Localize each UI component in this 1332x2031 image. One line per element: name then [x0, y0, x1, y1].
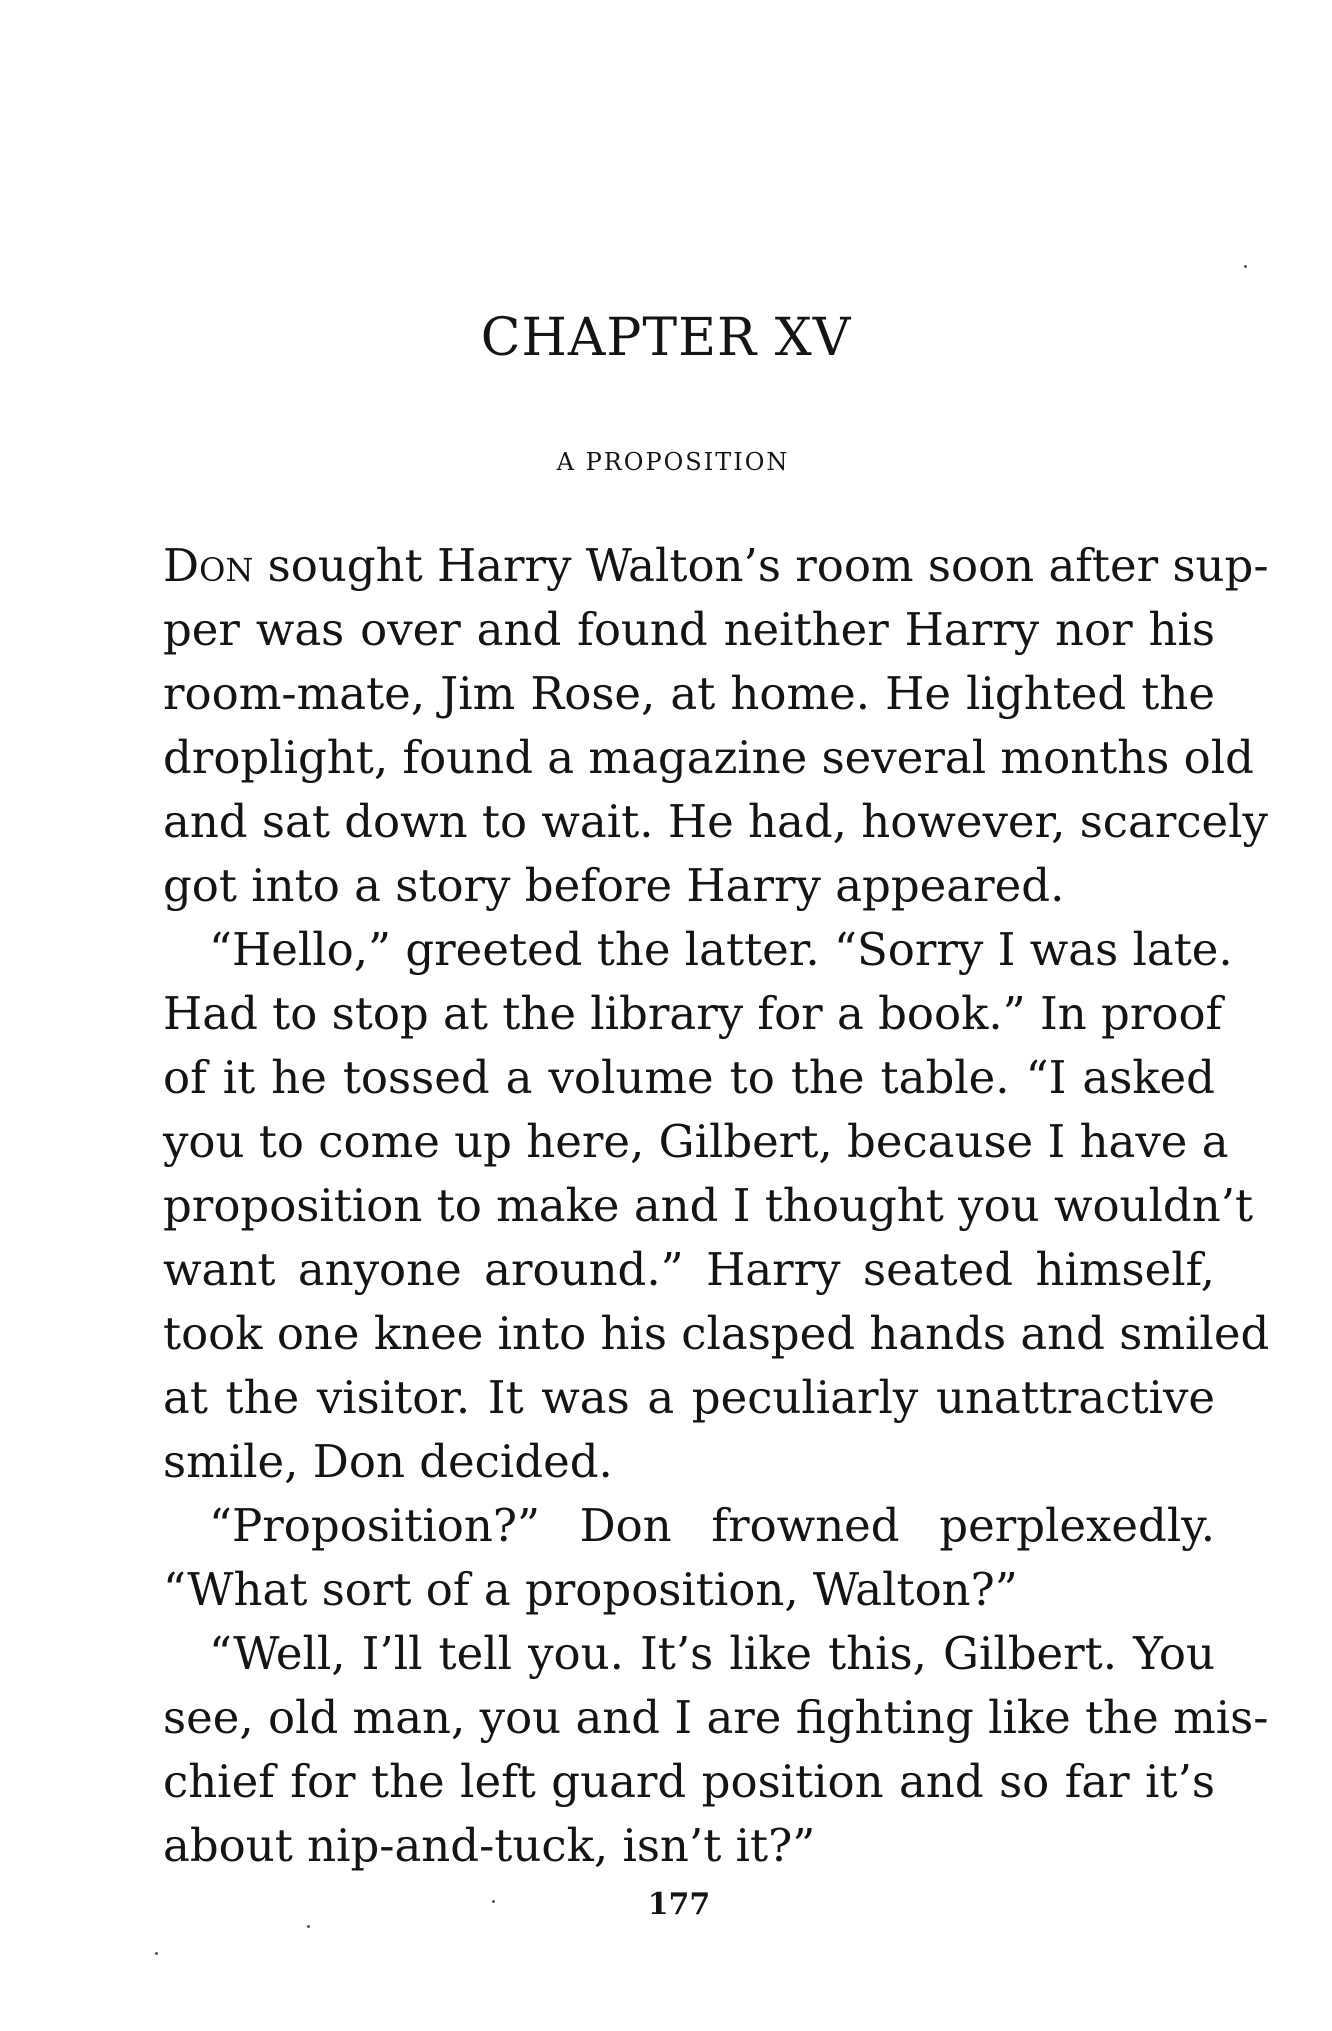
text-line-content: sought Harry Walton’s room soon after sup- [253, 539, 1269, 592]
text-line: “Well, I’ll tell you. It’s like this, Gilbert. You [209, 1627, 1215, 1680]
text-line: at the visitor. It was a peculiarly unattractive [163, 1371, 1215, 1424]
text-line: of it he tossed a volume to the table. “I asked [163, 1051, 1215, 1104]
text-line: chief for the left guard position and so far it’s [163, 1755, 1215, 1808]
text-line: room-mate, Jim Rose, at home. He lighted the [163, 667, 1215, 720]
text-line: you to come up here, Gilbert, because I have a [163, 1115, 1229, 1168]
text-line: per was over and found neither Harry nor his [163, 603, 1215, 656]
text-line [163, 534, 1269, 598]
text-line: got into a story before Harry appeared. [163, 859, 1065, 912]
text-line: droplight, found a magazine several months old [163, 731, 1254, 784]
page-number: 177 [647, 1887, 711, 1922]
paper-speck [307, 1925, 310, 1928]
chapter-body-text [163, 534, 1270, 1878]
text-line: proposition to make and I thought you wouldn’t [163, 1179, 1254, 1232]
text-line: want anyone around.” Harry seated himself, [163, 1243, 1215, 1296]
text-line: see, old man, you and I are fighting like the mis- [163, 1691, 1269, 1744]
text-line: “What sort of a proposition, Walton?” [163, 1563, 1018, 1616]
text-line: “Hello,” greeted the latter. “Sorry I was late. [209, 923, 1233, 976]
paper-speck [492, 1900, 495, 1903]
chapter-heading: CHAPTER XV [480, 308, 852, 368]
text-line: smile, Don decided. [163, 1435, 613, 1488]
text-line: “Proposition?” Don frowned perplexedly. [209, 1499, 1215, 1552]
chapter-subtitle: A PROPOSITION [556, 448, 790, 476]
paper-speck [1244, 265, 1247, 268]
paper-speck [155, 1952, 158, 1955]
text-line: Had to stop at the library for a book.” In proof [163, 987, 1223, 1040]
text-line: took one knee into his clasped hands and smiled [163, 1307, 1270, 1360]
text-line: and sat down to wait. He had, however, scarcely [163, 795, 1268, 848]
text-line: about nip-and-tuck, isn’t it?” [163, 1819, 816, 1872]
lead-word: Don [163, 539, 254, 592]
